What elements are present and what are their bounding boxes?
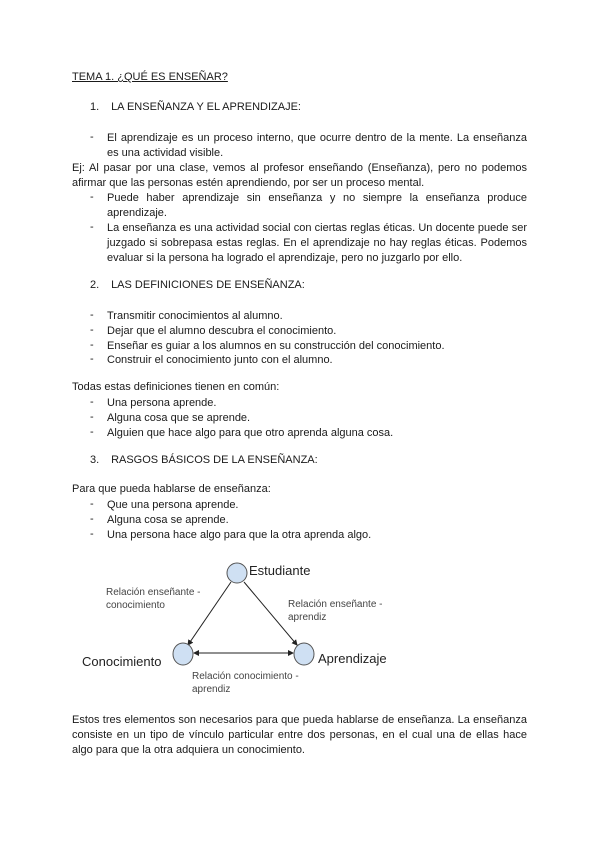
node-label-right: Aprendizaje bbox=[318, 651, 387, 666]
section-number: 3. bbox=[90, 454, 100, 466]
section-title: LA ENSEÑANZA Y EL APRENDIZAJE: bbox=[111, 101, 301, 113]
node-label-left: Conocimiento bbox=[82, 654, 162, 669]
section-number: 1. bbox=[90, 101, 100, 113]
bullet-dash: - bbox=[90, 426, 94, 438]
bullet-dash: - bbox=[90, 411, 94, 423]
node-estudiante bbox=[227, 563, 247, 583]
section-title: RASGOS BÁSICOS DE LA ENSEÑANZA: bbox=[111, 454, 318, 466]
bullet-dash: - bbox=[90, 528, 94, 540]
bullet-dash: - bbox=[90, 131, 94, 143]
node-conocimiento bbox=[173, 643, 193, 665]
bullet-dash: - bbox=[90, 396, 94, 408]
bullet-dash: - bbox=[90, 191, 94, 203]
edge-label-right: Relación enseñante - aprendiz bbox=[288, 599, 383, 623]
bullet-item: Dejar que el alumno descubra el conocimiento. bbox=[107, 325, 337, 337]
node-label-top: Estudiante bbox=[249, 563, 311, 578]
bullet-dash: - bbox=[90, 353, 94, 365]
bullet-item: Alguna cosa que se aprende. bbox=[107, 412, 251, 424]
bullet-dash: - bbox=[90, 513, 94, 525]
bullet-item: Construir el conocimiento junto con el alumno. bbox=[107, 354, 333, 366]
bullet-item: Alguien que hace algo para que otro aprenda alguna cosa. bbox=[107, 427, 394, 439]
bullet-item: Alguna cosa se aprende. bbox=[107, 514, 229, 526]
bullet-dash: - bbox=[90, 324, 94, 336]
bullet-item: El aprendizaje es un proceso interno, que ocurre dentro de la mente. La enseñanza es una actividad visible. bbox=[107, 132, 527, 159]
document-title: TEMA 1. ¿QUÉ ES ENSEÑAR? bbox=[72, 71, 228, 83]
bullet-dash: - bbox=[90, 498, 94, 510]
node-aprendizaje bbox=[294, 643, 314, 665]
bullet-item: Puede haber aprendizaje sin enseñanza y no siempre la enseñanza produce aprendizaje. bbox=[107, 192, 527, 219]
bullet-item: Una persona hace algo para que la otra aprenda algo. bbox=[107, 529, 372, 541]
section-3-intro: Para que pueda hablarse de enseñanza: bbox=[72, 483, 271, 495]
bullet-dash: - bbox=[90, 339, 94, 351]
common-intro: Todas estas definiciones tienen en común: bbox=[72, 381, 280, 393]
bullet-item: Transmitir conocimientos al alumno. bbox=[107, 310, 283, 322]
bullet-item: Que una persona aprende. bbox=[107, 499, 239, 511]
closing-paragraph: Estos tres elementos son necesarios para que pueda hablarse de enseñanza. La enseñanza consiste en un tipo de vínculo particular entre dos personas, en el cual una de ellas hace algo para que la otra adquiera un conocimiento. bbox=[72, 714, 527, 756]
bullet-item: Una persona aprende. bbox=[107, 397, 217, 409]
bullet-dash: - bbox=[90, 309, 94, 321]
edge-label-bottom: Relación conocimiento - aprendiz bbox=[192, 671, 299, 695]
section-title: LAS DEFINICIONES DE ENSEÑANZA: bbox=[111, 279, 305, 291]
section-number: 2. bbox=[90, 279, 100, 291]
example-paragraph: Ej: Al pasar por una clase, vemos al profesor enseñando (Enseñanza), pero no podemos afirmar que las personas estén aprendiendo, por ser un proceso mental. bbox=[72, 162, 527, 189]
bullet-item: La enseñanza es una actividad social con ciertas reglas éticas. Un docente puede ser juzgado si sobrepasa estas reglas. En el aprendizaje no hay reglas éticas. Podemos evaluar si la persona ha logrado el aprendizaje, pero no juzgarlo por ello. bbox=[107, 222, 527, 264]
bullet-dash: - bbox=[90, 221, 94, 233]
bullet-item: Enseñar es guiar a los alumnos en su construcción del conocimiento. bbox=[107, 340, 445, 352]
edge-label-left: Relación enseñante - conocimiento bbox=[106, 587, 201, 611]
